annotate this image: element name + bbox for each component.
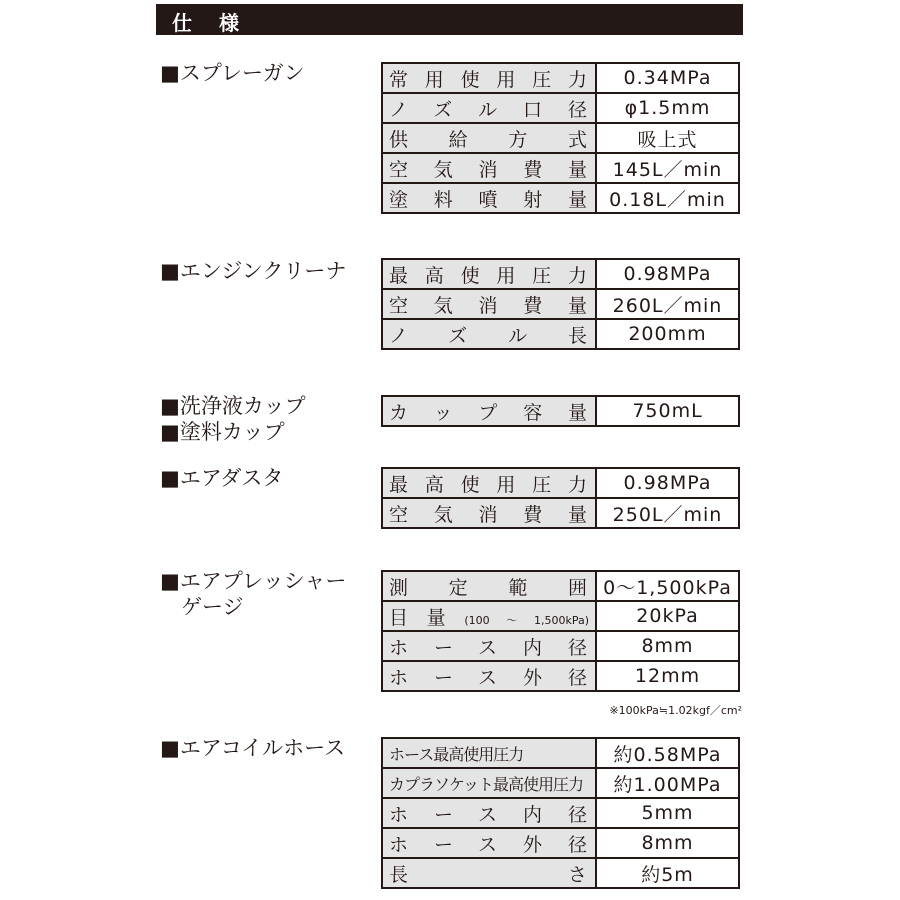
table-row xyxy=(382,498,739,528)
table-row xyxy=(382,601,739,631)
section-title-line: ■エンジンクリーナ xyxy=(160,259,347,283)
section-title-line: ■エアコイルホース xyxy=(160,736,346,760)
spec-label xyxy=(382,498,596,528)
spec-value: 250L／min xyxy=(596,498,739,528)
spec-label xyxy=(382,93,596,123)
section-title xyxy=(160,465,283,491)
spec-label-text: 空気消費量 xyxy=(389,294,589,317)
spec-value: 750mL xyxy=(596,396,739,426)
spec-label-text: ホース内径 xyxy=(389,636,589,659)
spec-table xyxy=(381,258,740,350)
spec-label-text: 長さ xyxy=(389,863,589,886)
spec-label-text: ホース最高使用圧力 xyxy=(389,744,524,764)
spec-value: 約1.00MPa xyxy=(596,768,739,798)
spec-value: 20kPa xyxy=(596,601,739,631)
spec-label xyxy=(382,601,596,631)
table-row xyxy=(382,468,739,498)
spec-label-text: ノズル長 xyxy=(389,324,589,347)
section-title-line: ■スプレーガン xyxy=(160,61,305,85)
spec-value: 約5m xyxy=(596,858,739,888)
spec-value: 145L／min xyxy=(596,153,739,183)
spec-table xyxy=(381,395,740,427)
section-title-line: ■洗浄液カップ xyxy=(160,394,306,418)
table-row xyxy=(382,858,739,888)
spec-value: 0～1,500kPa xyxy=(596,571,739,601)
spec-label xyxy=(382,631,596,661)
table-row xyxy=(382,63,739,93)
spec-label xyxy=(382,798,596,828)
spec-label xyxy=(382,858,596,888)
table-row xyxy=(382,828,739,858)
section-title-line: ゲージ xyxy=(160,595,244,619)
table-row xyxy=(382,396,739,426)
spec-table xyxy=(381,467,740,529)
table-row xyxy=(382,768,739,798)
spec-value: 0.18L／min xyxy=(596,183,739,213)
table-row xyxy=(382,661,739,691)
section-title xyxy=(160,258,346,284)
spec-label-text: カップ容量 xyxy=(389,401,589,424)
spec-table xyxy=(381,570,740,692)
spec-label-text: カプラソケット最高使用圧力 xyxy=(389,774,584,794)
section-title xyxy=(160,393,306,445)
spec-label xyxy=(382,123,596,153)
spec-label xyxy=(382,259,596,289)
spec-label-text: 空気消費量 xyxy=(389,158,589,181)
table-row xyxy=(382,259,739,289)
spec-value: 260L／min xyxy=(596,289,739,319)
table-row xyxy=(382,571,739,601)
spec-label xyxy=(382,571,596,601)
spec-label-text: 塗料噴射量 xyxy=(389,188,589,211)
section-title xyxy=(160,60,305,86)
spec-label-text: 常用使用圧力 xyxy=(389,68,589,91)
spec-label xyxy=(382,828,596,858)
section-title-line: ■エアプレッシャー xyxy=(160,569,347,593)
spec-label-text: 最高使用圧力 xyxy=(389,264,589,287)
spec-value: 12mm xyxy=(596,661,739,691)
table-row xyxy=(382,798,739,828)
spec-value: 5mm xyxy=(596,798,739,828)
spec-label-text: ホース内径 xyxy=(389,803,589,826)
spec-label xyxy=(382,468,596,498)
spec-label xyxy=(382,63,596,93)
spec-value: 0.98MPa xyxy=(596,259,739,289)
spec-label-text: 供給方式 xyxy=(389,128,589,151)
table-row xyxy=(382,319,739,349)
spec-label-text: 最高使用圧力 xyxy=(389,473,589,496)
spec-table xyxy=(381,737,740,889)
spec-label xyxy=(382,153,596,183)
table-row xyxy=(382,738,739,768)
spec-label xyxy=(382,183,596,213)
spec-value: φ1.5mm xyxy=(596,93,739,123)
section-title xyxy=(160,735,345,761)
table-row xyxy=(382,153,739,183)
page-title: 仕 様 xyxy=(172,11,249,35)
spec-label-text: 目量 xyxy=(389,606,465,629)
spec-value: 吸上式 xyxy=(596,123,739,153)
spec-value: 0.34MPa xyxy=(596,63,739,93)
spec-value: 200mm xyxy=(596,319,739,349)
section-header-bar xyxy=(156,4,743,35)
section-title xyxy=(160,568,346,620)
table-row xyxy=(382,123,739,153)
spec-value: 8mm xyxy=(596,828,739,858)
spec-label-sub: (100～1,500kPa) xyxy=(464,613,589,627)
spec-value: 0.98MPa xyxy=(596,468,739,498)
spec-label xyxy=(382,768,596,798)
spec-label xyxy=(382,738,596,768)
table-row xyxy=(382,183,739,213)
spec-table xyxy=(381,62,740,214)
table-row xyxy=(382,289,739,319)
spec-label xyxy=(382,289,596,319)
spec-label xyxy=(382,661,596,691)
table-row xyxy=(382,93,739,123)
unit-note: ※100kPa≒1.02kgf／cm² xyxy=(609,704,742,717)
spec-value: 約0.58MPa xyxy=(596,738,739,768)
spec-label xyxy=(382,396,596,426)
table-row xyxy=(382,631,739,661)
spec-label-text: ホース外径 xyxy=(389,833,589,856)
section-title-line: ■エアダスタ xyxy=(160,466,284,490)
section-title-line: ■塗料カップ xyxy=(160,420,285,444)
spec-label-text: ノズル口径 xyxy=(389,98,589,121)
spec-label xyxy=(382,319,596,349)
spec-label-text: 測定範囲 xyxy=(389,576,589,599)
spec-label-text: ホース外径 xyxy=(389,666,589,689)
spec-label-text: 空気消費量 xyxy=(389,503,589,526)
spec-value: 8mm xyxy=(596,631,739,661)
